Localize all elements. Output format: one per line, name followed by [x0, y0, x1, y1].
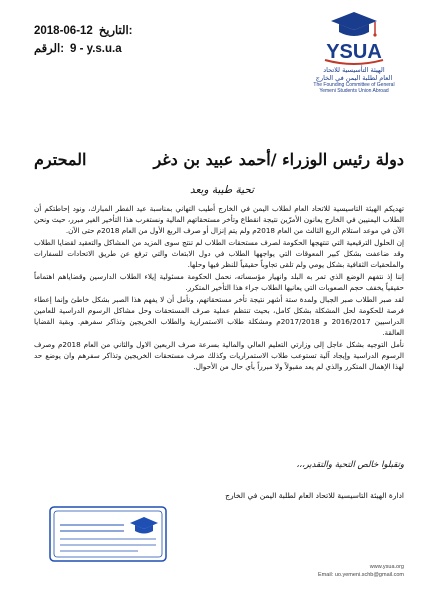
- footer-email[interactable]: Email: uo.yemeni.schb@gmail.com: [318, 572, 404, 578]
- graduation-cap-icon: [319, 10, 389, 66]
- body-paragraph: لقد صبر الطلاب صبر الجبال ولمدة ستة أشهر نتيجة تأخر مستحقاتهم، ونأمل أن لا يفهم هذا الصبر بشكل خاطئ وإنما إعطاء فرصة للحكومة لحل المشكلة بشكل كامل، بحيث تنتظم عملية صرف المستحقات وحل مشاكل الرسوم الدراسية للعامين الدراسيين 2016/2017 و 2017/2018م ومشكلة طلاب الاستمرارية والطلاب الخريجين وتذاكر سفرهم. وبقية القضايا العالقة.: [34, 295, 405, 337]
- logo-name-en-1: The Founding Committee of General: [313, 82, 395, 88]
- letter-meta: [34, 22, 204, 58]
- logo-name-en-2: Yemeni Students Union Abroad: [319, 88, 389, 94]
- closing-line: وتقبلوا خالص التحية والتقدير،،،: [296, 460, 404, 470]
- date-label: :التاريخ: [98, 25, 133, 37]
- ref-label: :الرقم: [34, 43, 65, 55]
- logo-name-ar-2: العام لطلبة اليمن في الخارج: [315, 74, 393, 82]
- logo-name-ar-1: الهيئة التأسيسية للاتحاد: [323, 66, 385, 74]
- letter-body: [34, 203, 404, 373]
- body-paragraph: تهديكم الهيئة التاسيسية للاتحاد العام لطلاب اليمن في الخارج أطيب التهاني بمناسبة عيد الفطر المبارك، ونود إحاطتكم أن الطلاب اليمنيين في الخارج يعانون الأمرّين نتيجة انقطاع وتأخر مستحقاتهم المالية ونستغرب هذا التأخير الغير مبرر، حيث ونحن الآن في موعد استلام الربع الثالث من العام 2018م ولم يتم إنزال أو صرف الربع الأول من العام 2018م حتى الآن.: [34, 204, 404, 235]
- official-stamp-icon: [48, 505, 168, 563]
- recipient-name: دولة رئيس الوزراء /أحمد عبيد بن دغر: [153, 150, 404, 169]
- footer-contact: [318, 563, 404, 579]
- ref-value: 9 - y.s.u.a: [70, 43, 122, 55]
- date-line: [34, 22, 204, 40]
- recipient-honorific: المحترم: [34, 150, 87, 169]
- signature-organization: ادارة الهيئة التاسيسية للاتحاد العام لطلبة اليمن في الخارج: [225, 491, 404, 500]
- body-paragraph: إننا إذ نتفهم الوضع الذي تمر به البلد وانهيار مؤسساته، نحمل الحكومة مسئولية إيلاء الطلاب الدارسين وقضاياهم اهتماماً حقيقياً يخفف حجم الصعوبات التي يعانيها الطلاب جراء هذا التأخير المتكرر.: [34, 272, 404, 292]
- body-paragraph: نأمل التوجيه بشكل عاجل إلى وزارتي التعليم العالي والمالية بسرعة صرف الربعين الاول والثاني من العام 2018م وصرف الرسوم الدراسية وإيجاد آلية تستوعب طلاب الاستمراريات وكذلك صرف مستحقات الخريجين وتذاكر سفرهم وان يوضع حد لهذا الإهمال المتكرر والذي لم يعد مقبولاً ولا مبرراً بأي حال من الأحوال.: [34, 340, 404, 371]
- organization-logo: [304, 10, 404, 94]
- recipient-line: [34, 150, 404, 169]
- ref-line: [34, 40, 204, 58]
- body-paragraph: إن الحلول الترقيعية التي تنتهجها الحكومة لصرف مستحقات الطلاب لم تنتج سوى المزيد من المشاكل والتعقيد لقضايا الطلاب وقد ضاعفت بشكل كبير المعوقات التي يواجهها الطلاب في دول الابتعاث والتي ترفع عن طريق الاتحادات للسفارات والملحقيات الثقافية بشكل يومي ولم تلقى تجاوباً حقيقياً للنظر فيها وحلها.: [34, 238, 404, 269]
- footer-website[interactable]: www.ysua.org: [369, 564, 404, 570]
- greeting: تحية طيبة وبعد: [189, 184, 255, 196]
- date-value: 2018-06-12: [34, 25, 93, 37]
- logo-abbr: YSUA: [326, 41, 382, 63]
